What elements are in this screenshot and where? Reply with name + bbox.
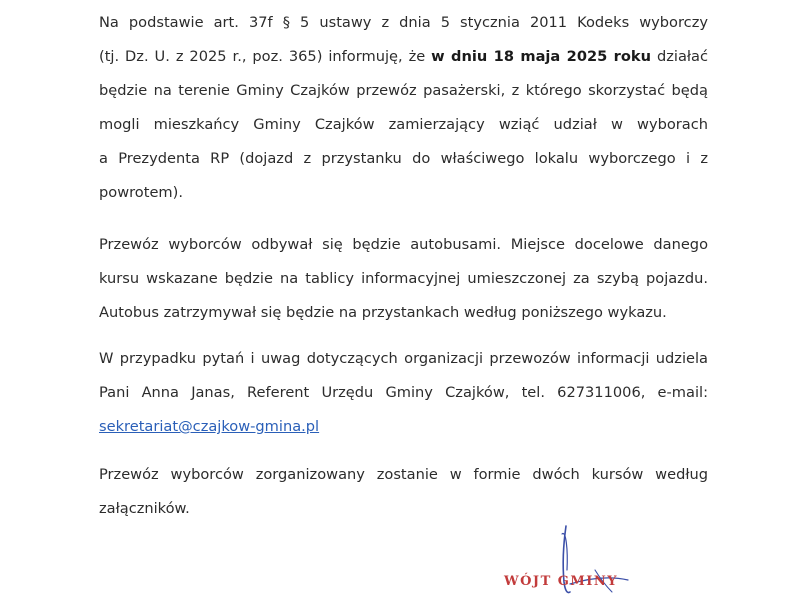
text-line [99,410,708,444]
paragraph-transport-info [99,228,708,330]
text-line: Autobus zatrzymywał się będzie na przystankach według poniższego wykazu. [99,304,667,321]
text-line: W przypadku pytań i uwag dotyczących organizacji przewozów informacji udziela [99,350,708,367]
text-line: powrotem). [99,184,183,201]
election-date: w dniu 18 maja 2025 roku [431,48,652,65]
email-link[interactable]: sekretariat@czajkow-gmina.pl [99,418,320,435]
text-segment: (tj. Dz. U. z 2025 r., poz. 365) informuję, że [99,48,432,65]
text-line: kursu wskazane będzie na tablicy informacyjnej umieszczonej za szybą pojazdu. [99,270,708,287]
text-line: mogli mieszkańcy Gminy Czajków zamierzający wziąć udział w wyborach [99,116,708,133]
paragraph-contact [99,342,708,444]
stamp-wojt: WÓJT GMINY [504,574,619,589]
text-line: Na podstawie art. 37f § 5 ustawy z dnia 5 stycznia 2011 Kodeks wyborczy [99,14,708,31]
paragraph-legal-basis [99,6,708,210]
paragraph-courses [99,458,708,526]
text-line: załączników. [99,500,190,517]
text-line: Przewóz wyborców odbywał się będzie autobusami. Miejsce docelowe danego [99,236,708,253]
text-line: Pani Anna Janas, Referent Urzędu Gminy Czajków, tel. 627311006, e-mail: [99,384,708,401]
text-segment: działać [651,48,709,65]
text-line: Przewóz wyborców zorganizowany zostanie w formie dwóch kursów według [99,466,708,483]
letter-body [99,6,708,542]
text-line: będzie na terenie Gminy Czajków przewóz pasażerski, z którego skorzystać będą [99,82,708,99]
text-line: a Prezydenta RP (dojazd z przystanku do właściwego lokalu wyborczego i z [99,150,708,167]
text-line [99,40,708,74]
